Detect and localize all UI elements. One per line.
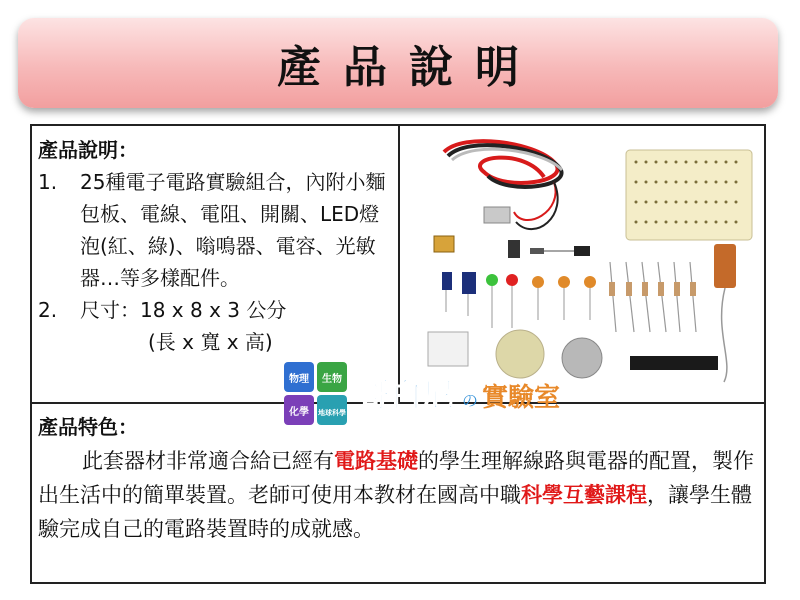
- size-note: (長 x 寬 x 高): [148, 330, 273, 354]
- features-heading: 產品特色：: [38, 415, 138, 439]
- logo-brand: 哥白尼: [358, 376, 455, 414]
- tile-chemistry: 化學: [289, 407, 309, 418]
- copernicus-lab-logo: [284, 360, 624, 430]
- list-number: 2.: [38, 298, 58, 322]
- features-paragraph: [38, 444, 760, 546]
- list-number: 1.: [38, 170, 58, 194]
- product-photo: [404, 132, 762, 398]
- list-text: 尺寸：18 x 8 x 3 公分: [80, 298, 287, 322]
- tile-physics: 物理: [289, 374, 309, 385]
- features-text: 此套器材非常適合給已經有: [82, 449, 334, 473]
- logo-lab: 實驗室: [482, 383, 561, 413]
- description-heading: 產品說明：: [38, 138, 138, 162]
- list-item: [38, 166, 394, 294]
- title-banner: [18, 18, 778, 108]
- features-text: 的學生理解線路與電器的配置，製作出生活中的簡單裝置。老師可使用本教材在國高中職: [38, 449, 754, 507]
- description-section: [38, 134, 394, 358]
- features-text: ，讓學生體驗完成自己的電路裝置時的成就感。: [38, 483, 752, 541]
- highlight-stem-course: 科學互藝課程: [521, 483, 647, 507]
- tile-biology: 生物: [322, 374, 342, 385]
- features-section: [38, 410, 760, 546]
- banner-title: 產品說明: [277, 42, 541, 93]
- logo-connector: の: [462, 391, 479, 410]
- tile-earth-science: 地球科學: [318, 409, 346, 417]
- product-info-table: [30, 124, 766, 584]
- highlight-circuit-basics: 電路基礎: [334, 449, 418, 473]
- list-text: 25種電子電路實驗組合，內附小麵包板、電線、電阻、開關、LED燈泡(紅、綠)、嗡鳴器、電容、光敏器…等多樣配件。: [80, 170, 386, 290]
- list-item: [38, 294, 394, 326]
